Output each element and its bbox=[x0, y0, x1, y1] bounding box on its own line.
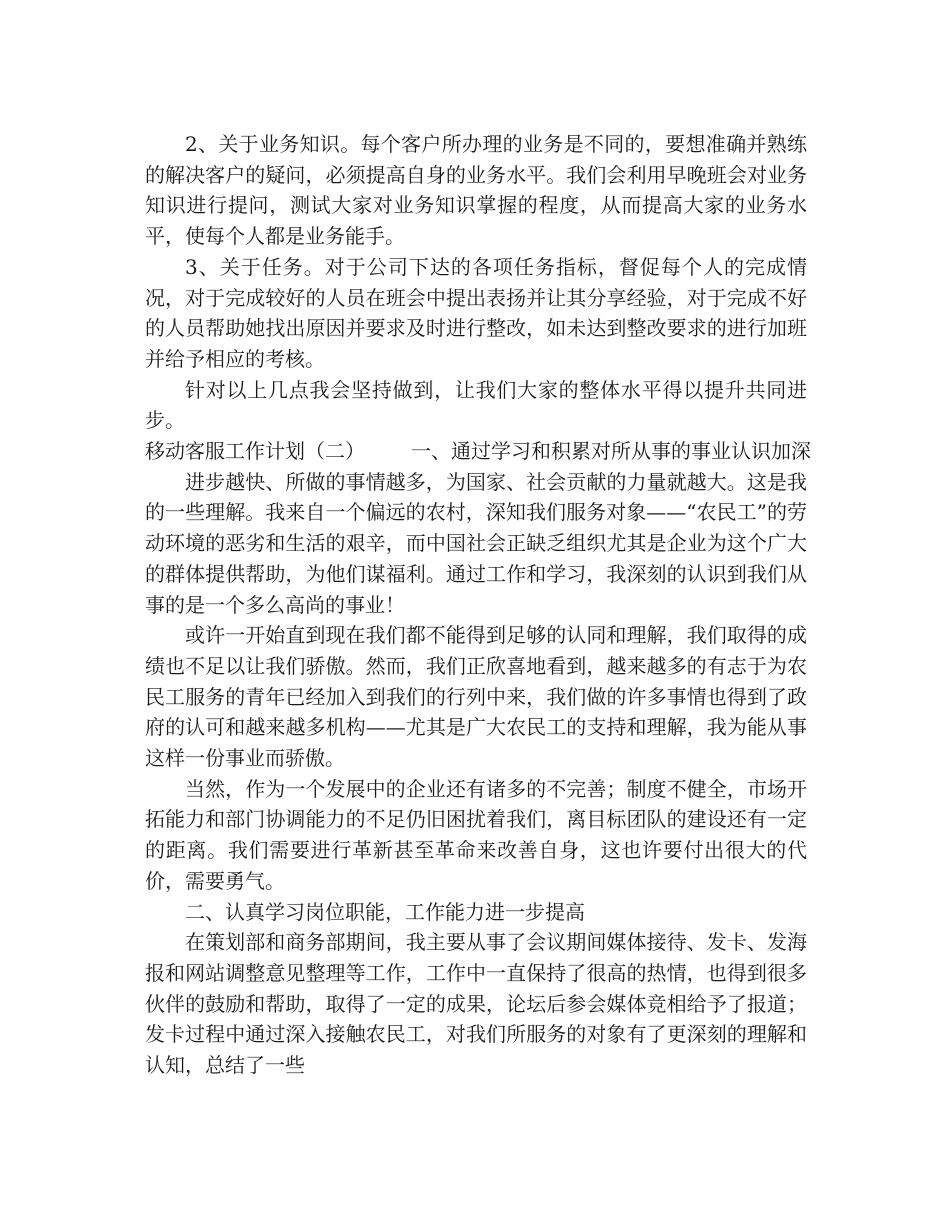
paragraph-challenges: 当然，作为一个发展中的企业还有诸多的不完善；制度不健全，市场开拓能力和部门协调能力的不足仍旧困扰着我们，离目标团队的建设还有一定的距离。我们需要进行革新甚至革命来改善自身，这也许要付出很大的代价，需要勇气。 bbox=[145, 776, 807, 893]
section-heading-line bbox=[145, 436, 811, 467]
paragraph-summary: 针对以上几点我会坚持做到，让我们大家的整体水平得以提升共同进步。 bbox=[145, 377, 807, 433]
section-heading: 一、通过学习和积累对所从事的事业认识加深 bbox=[411, 439, 811, 464]
paragraph-business-knowledge: 2、关于业务知识。每个客户所办理的业务是不同的，要想准确并熟练的解决客户的疑问，必须提高自身的业务水平。我们会利用早晚班会对业务知识进行提问，测试大家对业务知识掌握的程度，从而提高大家的业务水平，使每个人都是业务能手。 bbox=[145, 132, 807, 249]
paragraph-recognition: 或许一开始直到现在我们都不能得到足够的认同和理解，我们取得的成绩也不足以让我们骄傲。然而，我们正欣喜地看到，越来越多的有志于为农民工服务的青年已经加入到我们的行列中来，我们做的许多事情也得到了政府的认可和越来越多机构——尤其是广大农民工的支持和理解，我为能从事这样一份事业而骄傲。 bbox=[145, 623, 807, 771]
paragraph-work-experience: 在策划部和商务部期间，我主要从事了会议期间媒体接待、发卡、发海报和网站调整意见整理等工作，工作中一直保持了很高的热情，也得到很多伙伴的鼓励和帮助，取得了一定的成果，论坛后参会媒体竞相给予了报道；发卡过程中通过深入接触农民工，对我们所服务的对象有了更深刻的理解和认知，总结了一些 bbox=[145, 930, 807, 1078]
document-body bbox=[145, 129, 811, 1081]
paragraph-tasks: 3、关于任务。对于公司下达的各项任务指标，督促每个人的完成情况，对于完成较好的人员在班会中提出表扬并让其分享经验，对于完成不好的人员帮助她找出原因并要求及时进行整改，如未达到整改要求的进行加班并给予相应的考核。 bbox=[145, 254, 807, 371]
section-heading-2: 二、认真学习岗位职能，工作能力进一步提高 bbox=[185, 899, 585, 924]
paragraph-understanding: 进步越快、所做的事情越多，为国家、社会贡献的力量就越大。这是我的一些理解。我来自一个偏远的农村，深知我们服务对象——“农民工”的劳动环境的恶劣和生活的艰辛，而中国社会正缺乏组织尤其是企业为这个广大的群体提供帮助，为他们谋福利。通过工作和学习，我深刻的认识到我们从事的是一个多么高尚的事业！ bbox=[145, 469, 807, 617]
document-title: 移动客服工作计划（二） bbox=[145, 439, 365, 464]
